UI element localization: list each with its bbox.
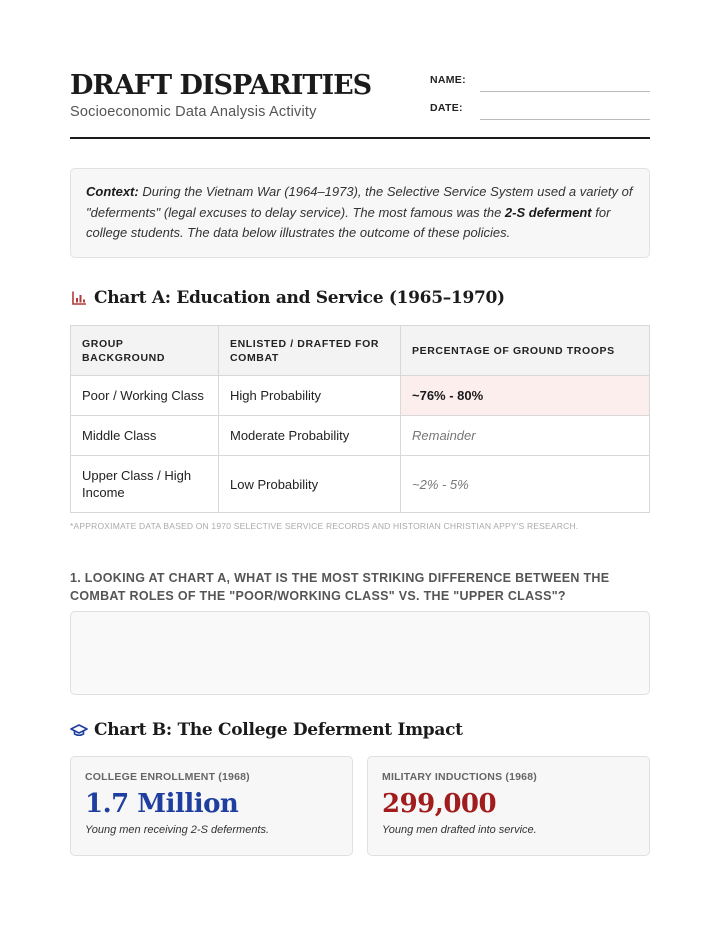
column-header: PERCENTAGE OF GROUND TROOPS xyxy=(401,326,650,376)
name-line[interactable] xyxy=(480,91,650,92)
context-text-after: for college students. The data below illustrates the outcome of these policies. xyxy=(86,204,611,240)
chart-b-title: Chart B: The College Deferment Impact xyxy=(94,720,463,740)
table-header-row xyxy=(71,326,650,376)
table-cell: Poor / Working Class xyxy=(71,376,219,416)
inductions-stat-card xyxy=(367,756,650,856)
page-subtitle: Socioeconomic Data Analysis Activity xyxy=(70,104,317,120)
enrollment-stat-card xyxy=(70,756,353,856)
date-line[interactable] xyxy=(480,119,650,120)
stat-label: COLLEGE ENROLLMENT (1968) xyxy=(85,771,250,783)
context-emphasis: 2-S deferment xyxy=(504,204,592,220)
chart-b-heading xyxy=(70,720,463,740)
name-label: NAME: xyxy=(430,74,466,86)
name-field[interactable] xyxy=(430,74,650,94)
table-cell: ~2% - 5% xyxy=(401,456,650,513)
context-label: Context: xyxy=(86,184,139,199)
table-cell: High Probability xyxy=(219,376,401,416)
answer-box[interactable] xyxy=(70,611,650,695)
table-cell: Middle Class xyxy=(71,416,219,456)
worksheet-header xyxy=(70,0,650,139)
date-field[interactable] xyxy=(430,102,650,122)
table-row xyxy=(71,416,650,456)
stat-description: Young men receiving 2-S deferments. xyxy=(85,824,270,836)
stat-label: MILITARY INDUCTIONS (1968) xyxy=(382,771,537,783)
stat-description: Young men drafted into service. xyxy=(382,824,537,836)
table-cell: Upper Class / High Income xyxy=(71,456,219,513)
date-label: DATE: xyxy=(430,102,463,114)
chart-a-table xyxy=(70,325,650,513)
bar-chart-icon xyxy=(70,289,88,307)
graduation-cap-icon xyxy=(70,721,88,739)
table-cell: Low Probability xyxy=(219,456,401,513)
stat-value: 299,000 xyxy=(382,789,497,819)
chart-a-title: Chart A: Education and Service (1965–1970) xyxy=(94,288,505,308)
chart-a-heading xyxy=(70,288,505,308)
column-header: ENLISTED / DRAFTED FOR COMBAT xyxy=(219,326,401,376)
table-footnote: *APPROXIMATE DATA BASED ON 1970 SELECTIVE SERVICE RECORDS AND HISTORIAN CHRISTIAN APPY'S RESEARCH. xyxy=(70,521,579,531)
table-cell: Remainder xyxy=(401,416,650,456)
highlighted-cell: ~76% - 80% xyxy=(401,376,650,416)
table-cell: Moderate Probability xyxy=(219,416,401,456)
context-box xyxy=(70,168,650,258)
column-header: GROUP BACKGROUND xyxy=(71,326,219,376)
page-title: DRAFT DISPARITIES xyxy=(70,70,372,101)
question-1: 1. LOOKING AT CHART A, WHAT IS THE MOST STRIKING DIFFERENCE BETWEEN THE COMBAT ROLES OF THE "POOR/WORKING CLASS" VS. THE "UPPER CLASS"? xyxy=(70,571,610,603)
table-row xyxy=(71,376,650,416)
context-text-before: During the Vietnam War (1964–1973), the Selective Service System used a variety of "deferments" (legal excuses to delay service). The most famous was the xyxy=(86,184,633,220)
worksheet-page xyxy=(70,0,650,836)
stat-value: 1.7 Million xyxy=(85,789,239,819)
table-row xyxy=(71,456,650,513)
